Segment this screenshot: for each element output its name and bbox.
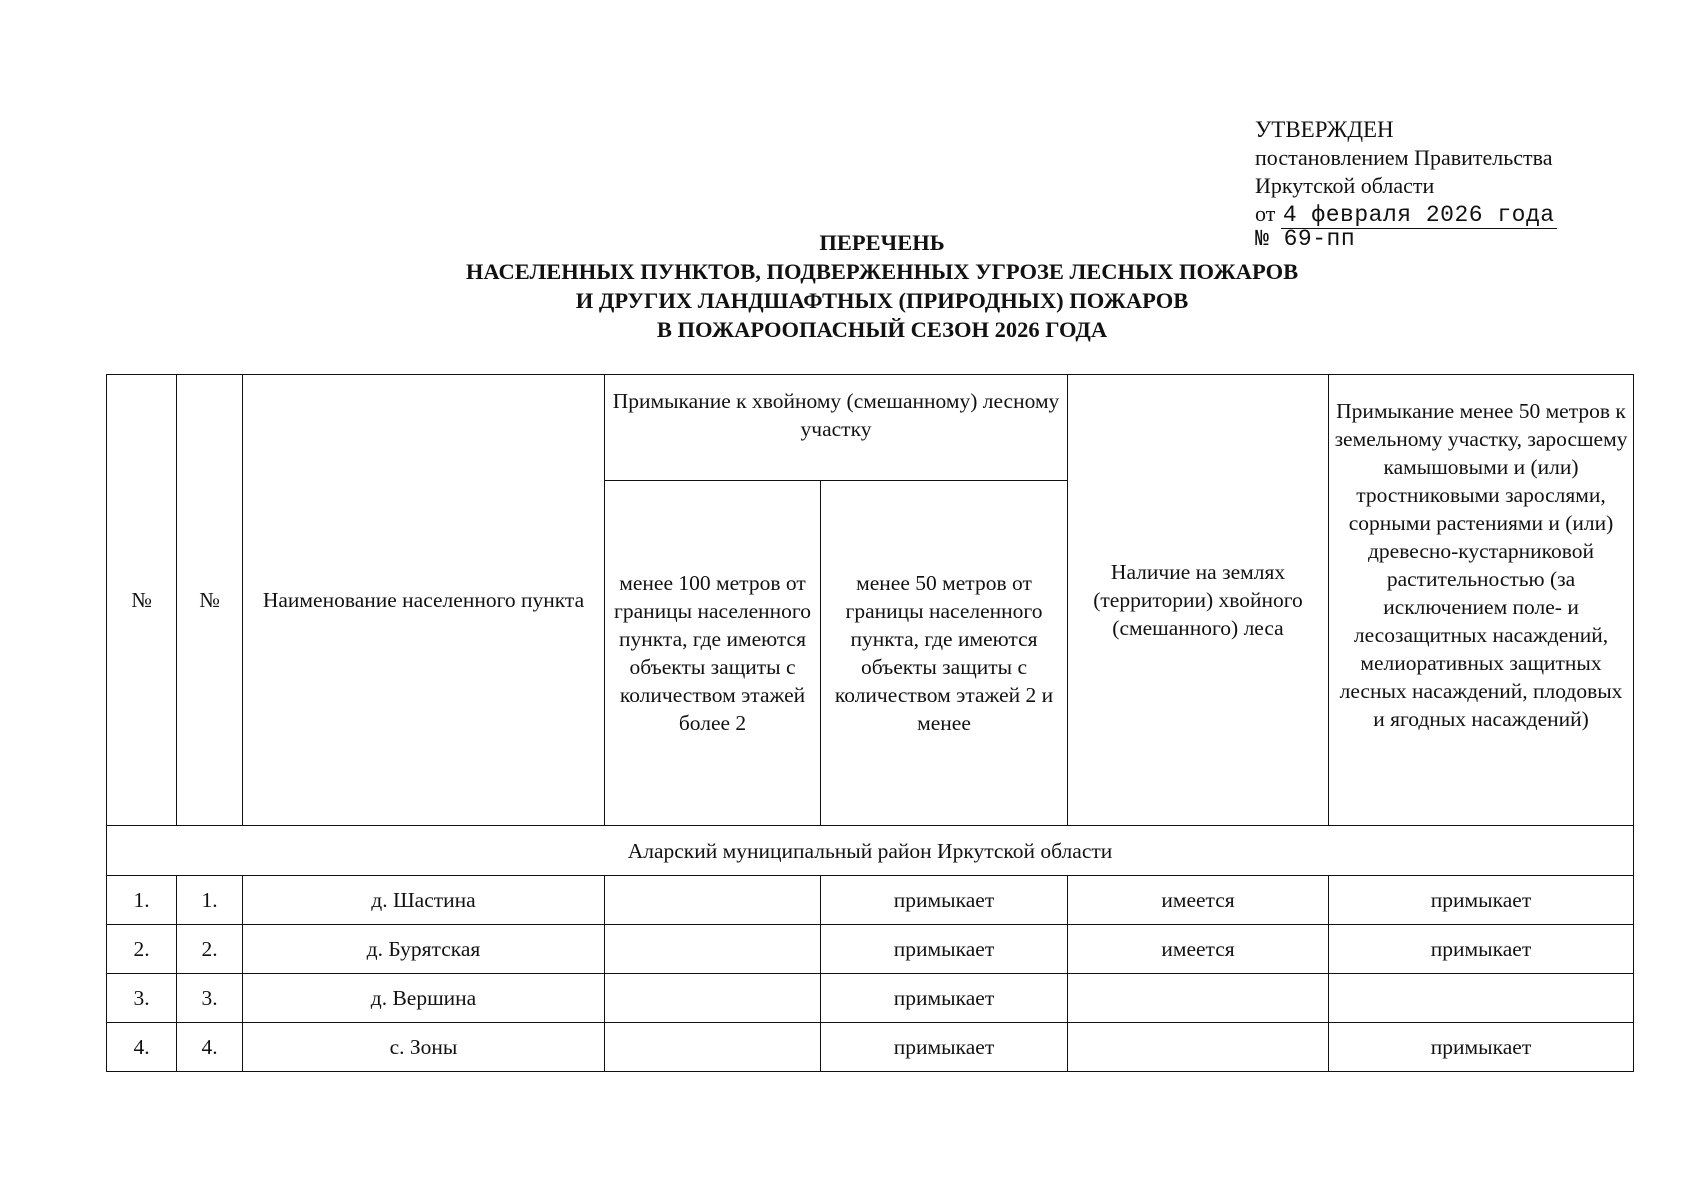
header-number-2: № [177, 375, 243, 826]
cell-less-50m: примыкает [821, 974, 1068, 1023]
row-number: 1. [107, 876, 177, 925]
cell-forest-presence: имеется [1068, 925, 1329, 974]
header-number-1: № [107, 375, 177, 826]
table-row [107, 925, 1634, 974]
settlement-name: с. Зоны [243, 1023, 605, 1072]
table-row [107, 876, 1634, 925]
table-row [107, 974, 1634, 1023]
header-reed-adjacency: Примыкание менее 50 метров к земельному участку, заросшему камышовыми и (или) тростниковыми зарослями, сорными растениями и (или) древесно-кустарниковой растительностью (за исключением поле- и лесозащитных насаждений, мелиоративных защитных лесных насаждений, плодовых и ягодных насаждений) [1329, 375, 1634, 826]
document-title [300, 228, 1464, 344]
date-prefix: от [1255, 201, 1276, 226]
settlement-name: д. Шастина [243, 876, 605, 925]
cell-reed-adjacency: примыкает [1329, 925, 1634, 974]
cell-less-100m [605, 925, 821, 974]
cell-less-50m: примыкает [821, 1023, 1068, 1072]
approved-label: УТВЕРЖДЕН [1255, 117, 1394, 142]
header-adjacency-group: Примыкание к хвойному (смешанному) лесному участку [605, 375, 1068, 481]
district-group-row [107, 826, 1634, 876]
district-name: Аларский муниципальный район Иркутской области [107, 826, 1634, 876]
approved-region-line: Иркутской области [1255, 173, 1435, 198]
approval-date: 4 февраля 2026 года [1282, 202, 1555, 228]
approved-by-line: постановлением Правительства [1255, 145, 1553, 170]
settlement-name: д. Вершина [243, 974, 605, 1023]
cell-forest-presence [1068, 1023, 1329, 1072]
row-number-secondary: 4. [177, 1023, 243, 1072]
cell-less-50m: примыкает [821, 925, 1068, 974]
row-number: 3. [107, 974, 177, 1023]
header-less-100m: менее 100 метров от границы населенного пункта, где имеются объекты защиты с количеством этажей более 2 [605, 481, 821, 826]
header-settlement-name: Наименование населенного пункта [243, 375, 605, 826]
row-number-secondary: 1. [177, 876, 243, 925]
header-less-50m: менее 50 метров от границы населенного пункта, где имеются объекты защиты с количеством этажей 2 и менее [821, 481, 1068, 826]
header-forest-presence: Наличие на землях (территории) хвойного (смешанного) леса [1068, 375, 1329, 826]
approval-number: № 69-пп [1255, 226, 1356, 252]
approval-date-line [1255, 200, 1557, 229]
title-line-4: В ПОЖАРООПАСНЫЙ СЕЗОН 2026 ГОДА [656, 317, 1108, 342]
cell-reed-adjacency [1329, 974, 1634, 1023]
title-line-2: НАСЕЛЕННЫХ ПУНКТОВ, ПОДВЕРЖЕННЫХ УГРОЗЕ ЛЕСНЫХ ПОЖАРОВ [465, 259, 1299, 284]
cell-less-100m [605, 974, 821, 1023]
settlements-table [106, 374, 1634, 1072]
cell-less-100m [605, 1023, 821, 1072]
row-number: 2. [107, 925, 177, 974]
table-row [107, 1023, 1634, 1072]
cell-reed-adjacency: примыкает [1329, 1023, 1634, 1072]
settlement-name: д. Бурятская [243, 925, 605, 974]
cell-reed-adjacency: примыкает [1329, 876, 1634, 925]
cell-less-100m [605, 876, 821, 925]
row-number-secondary: 3. [177, 974, 243, 1023]
cell-forest-presence [1068, 974, 1329, 1023]
row-number: 4. [107, 1023, 177, 1072]
row-number-secondary: 2. [177, 925, 243, 974]
title-line-1: ПЕРЕЧЕНЬ [819, 230, 945, 255]
cell-less-50m: примыкает [821, 876, 1068, 925]
title-line-3: И ДРУГИХ ЛАНДШАФТНЫХ (ПРИРОДНЫХ) ПОЖАРОВ [575, 288, 1189, 313]
cell-forest-presence: имеется [1068, 876, 1329, 925]
